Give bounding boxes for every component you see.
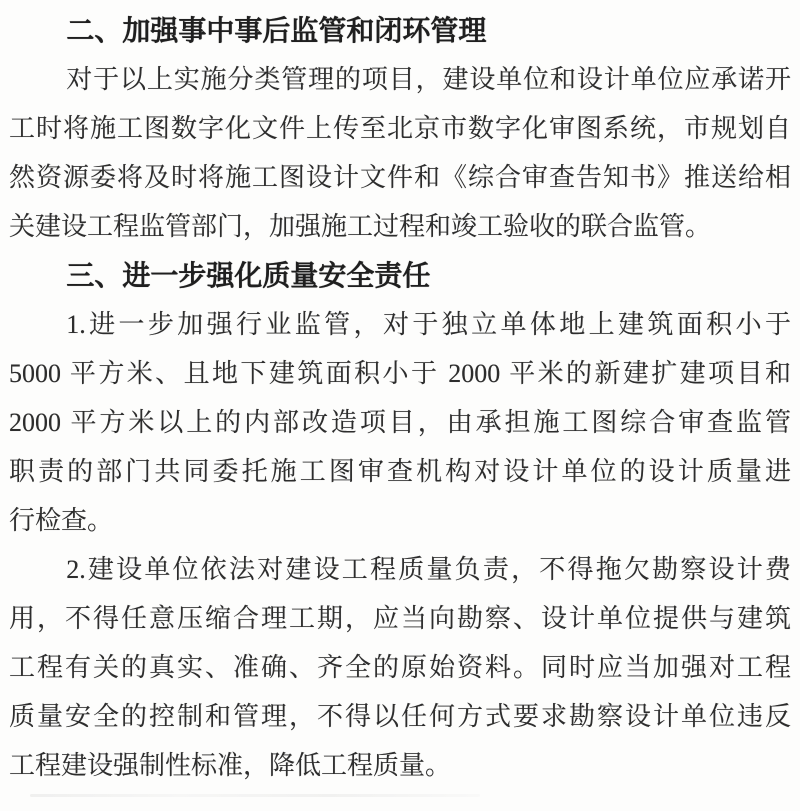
paragraph-line: 2000 平方米以上的内部改造项目，由承担施工图综合审查监管	[9, 408, 791, 437]
paragraph-line: 1.进一步加强行业监管，对于独立单体地上建筑面积小于	[66, 310, 791, 339]
scan-artifact	[30, 794, 480, 797]
paragraph-line: 职责的部门共同委托施工图审查机构对设计单位的设计质量进	[9, 457, 791, 486]
document-body	[9, 6, 791, 790]
paragraph-line: 工时将施工图数字化文件上传至北京市数字化审图系统，市规划自	[9, 114, 791, 143]
paragraph-line: 行检查。	[9, 506, 114, 535]
paragraph-line: 工程有关的真实、准确、齐全的原始资料。同时应当加强对工程	[9, 653, 791, 682]
paragraph-line: 工程建设强制性标准，降低工程质量。	[9, 751, 452, 780]
paragraph-line: 质量安全的控制和管理，不得以任何方式要求勘察设计单位违反	[9, 702, 791, 731]
paragraph-line: 用，不得任意压缩合理工期，应当向勘察、设计单位提供与建筑	[9, 604, 791, 633]
section-heading-2: 二、加强事中事后监管和闭环管理	[66, 15, 487, 46]
section-heading-3: 三、进一步强化质量安全责任	[66, 260, 431, 291]
paragraph-line: 2.建设单位依法对建设工程质量负责，不得拖欠勘察设计费	[66, 555, 791, 584]
paragraph-line: 5000 平方米、且地下建筑面积小于 2000 平米的新建扩建项目和	[9, 359, 791, 388]
paragraph-line: 对于以上实施分类管理的项目，建设单位和设计单位应承诺开	[66, 65, 791, 94]
paragraph-line: 然资源委将及时将施工图设计文件和《综合审查告知书》推送给相	[9, 163, 791, 192]
paragraph-line: 关建设工程监管部门，加强施工过程和竣工验收的联合监管。	[9, 212, 712, 241]
